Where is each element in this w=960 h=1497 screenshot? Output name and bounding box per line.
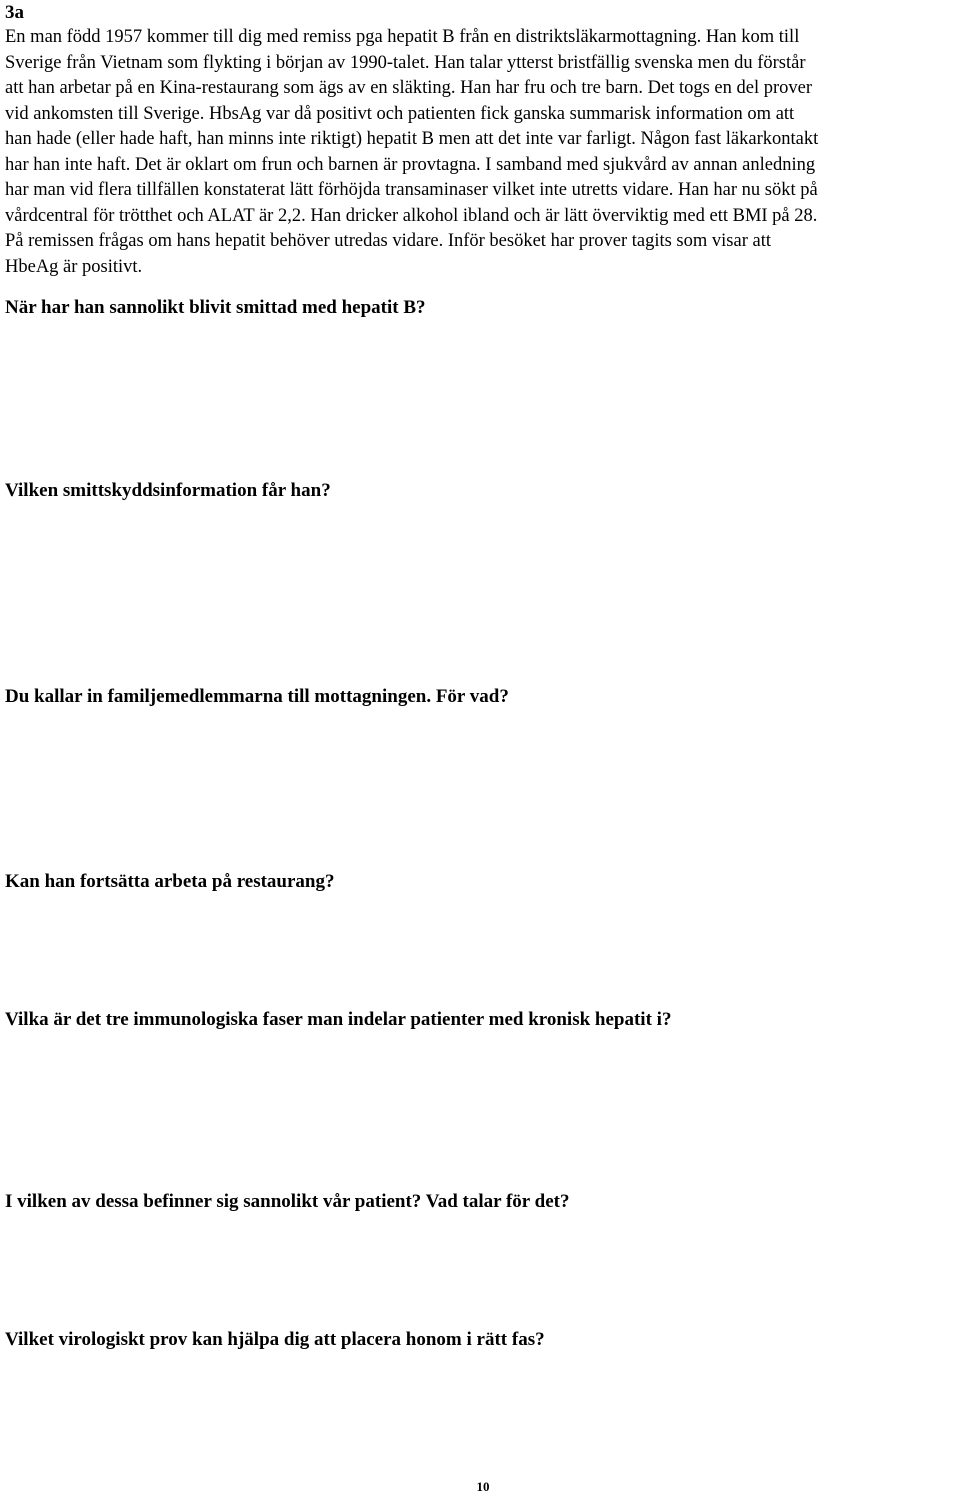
page-number: 10 xyxy=(476,1479,490,1494)
question-patient-phase: I vilken av dessa befinner sig sannolikt vår patient? Vad talar för det? xyxy=(5,1191,570,1212)
case-line: att han arbetar på en Kina-restaurang som ägs av en släkting. Han har fru och tre barn. Det togs en del prover xyxy=(5,78,813,98)
case-line: HbeAg är positivt. xyxy=(5,256,143,277)
question-infection-control-info: Vilken smittskyddsinformation får han? xyxy=(5,480,331,501)
question-immunological-phases: Vilka är det tre immunologiska faser man indelar patienter med kronisk hepatit i? xyxy=(5,1009,672,1030)
case-description xyxy=(5,25,960,280)
case-line: En man född 1957 kommer till dig med remiss pga hepatit B från en distriktsläkarmottagning. Han kom till xyxy=(5,27,800,47)
case-line: vid ankomsten till Sverige. HbsAg var då positivt och patienten fick ganska summarisk information om att xyxy=(5,103,795,124)
case-line: Sverige från Vietnam som flykting i början av 1990-talet. Han talar ytterst bristfällig svenska men du förstår xyxy=(5,52,806,73)
question-family-members: Du kallar in familjemedlemmarna till mottagningen. För vad? xyxy=(5,686,509,707)
case-line: vårdcentral för trötthet och ALAT är 2,2. Han dricker alkohol ibland och är lätt överviktig med ett BMI på 28. xyxy=(5,205,818,226)
case-line: har han inte haft. Det är oklart om frun och barnen är provtagna. I samband med sjukvård av annan anledning xyxy=(5,154,816,175)
case-line: har man vid flera tillfällen konstaterat lätt förhöjda transaminaser vilket inte utretts vidare. Han har nu sökt på xyxy=(5,180,818,200)
case-line: han hade (eller hade haft, han minns inte riktigt) hepatit B men att det inte var farligt. Någon fast läkarkontakt xyxy=(5,129,819,149)
question-virological-test: Vilket virologiskt prov kan hjälpa dig att placera honom i rätt fas? xyxy=(5,1329,545,1350)
case-line: På remissen frågas om hans hepatit behöver utredas vidare. Inför besöket har prover tagits som visar att xyxy=(5,231,771,251)
question-infection-time: När har han sannolikt blivit smittad med hepatit B? xyxy=(5,297,426,318)
case-id: 3a xyxy=(5,2,24,23)
question-restaurant-work: Kan han fortsätta arbeta på restaurang? xyxy=(5,871,335,892)
